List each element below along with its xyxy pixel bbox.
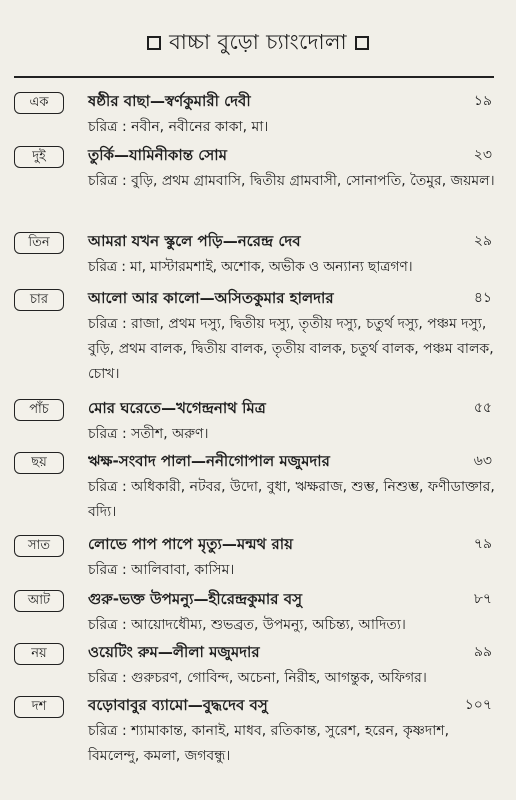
entry-title: আমরা যখন স্কুলে পড়ি—নরেন্দ্র দেব [88, 232, 301, 250]
entry-title: ঋক্ষ-সংবাদ পালা—ননীগোপাল মজুমদার [88, 452, 330, 470]
entry-number-badge: তিন [14, 232, 64, 254]
entry-number-badge: ছয় [14, 452, 64, 474]
entry-page-number: ৫৫ [473, 400, 492, 416]
entry-number-badge: এক [14, 92, 64, 114]
entry-characters: চরিত্র : আয়োদধৌম্য, শুভব্রত, উপমন্যু, অচিন্ত্য, আদিত্য। [88, 617, 406, 633]
entry-number-badge: দুই [14, 146, 64, 168]
header-divider [14, 76, 494, 78]
entry-number-badge: পাঁচ [14, 399, 64, 421]
entry-page-number: ৯৯ [473, 644, 492, 660]
entry-page-number: ৮৭ [473, 591, 492, 607]
square-ornament-icon [147, 36, 161, 50]
entry-title: আলো আর কালো—অসিতকুমার হালদার [88, 289, 334, 307]
entry-title: তুর্কি—যামিনীকান্ত সোম [88, 146, 227, 164]
entry-title: লোভে পাপ পাপে মৃত্যু—মন্মথ রায় [88, 535, 293, 553]
entry-characters: চরিত্র : গুরুচরণ, গোবিন্দ, অচেনা, নিরীহ, আগন্তুক, অফিগর। [88, 670, 427, 686]
entry-characters: চরিত্র : রাজা, প্রথম দস্যু, দ্বিতীয় দস্যু, তৃতীয় দস্যু, চতুর্থ দস্যু, পঞ্চম দস্যু, বুড়ি, প্রথম বালক, দ্বিতীয় বালক, তৃতীয় বালক, চতুর্থ বালক, পঞ্চম বালক, চোখ। [88, 316, 494, 382]
contents-header [0, 28, 516, 56]
entry-title: মোর ঘরেতে—খগেন্দ্রনাথ মিত্র [88, 399, 266, 417]
entry-page-number: ২৩ [473, 147, 492, 163]
entry-characters: চরিত্র : আলিবাবা, কাসিম। [88, 562, 235, 578]
entry-characters: চরিত্র : অধিকারী, নটবর, উদো, বুধা, ঋক্ষরাজ, শুম্ভ, নিশুম্ভ, ফণীডাক্তার, বদ্যি। [88, 479, 495, 520]
entry-characters: চরিত্র : সতীশ, অরুণ। [88, 426, 209, 442]
entry-number-badge: দশ [14, 696, 64, 718]
entry-page-number: ৬৩ [473, 453, 492, 469]
entry-characters: চরিত্র : শ্যামাকান্ত, কানাই, মাধব, রতিকান্ত, সুরেশ, হরেন, কৃষ্ণদাশ, বিমলেন্দু, কমলা, জগবন্ধু। [88, 723, 450, 764]
book-title: বাচ্চা বুড়ো চ্যাংদোলা [169, 30, 347, 54]
entry-title: ষষ্ঠীর বাছা—স্বর্ণকুমারী দেবী [88, 92, 251, 110]
entry-page-number: ২৯ [473, 233, 492, 249]
entry-number-badge: আট [14, 590, 64, 612]
entry-title: গুরু-ভক্ত উপমন্যু—হীরেন্দ্রকুমার বসু [88, 590, 302, 608]
entry-page-number: ১৯ [473, 93, 492, 109]
entry-number-badge: নয় [14, 643, 64, 665]
entry-number-badge: চার [14, 289, 64, 311]
entry-characters: চরিত্র : নবীন, নবীনের কাকা, মা। [88, 119, 269, 135]
entry-title: ওয়েটিং রুম—লীলা মজুমদার [88, 643, 260, 661]
square-ornament-icon [355, 36, 369, 50]
entry-page-number: ৪১ [473, 290, 492, 306]
entry-page-number: ৭৯ [473, 536, 492, 552]
entry-characters: চরিত্র : মা, মাস্টারমশাই, অশোক, অভীক ও অন্যান্য ছাত্রগণ। [88, 259, 413, 275]
entry-page-number: ১০৭ [464, 697, 492, 713]
entry-characters: চরিত্র : বুড়ি, প্রথম গ্রামবাসি, দ্বিতীয় গ্রামবাসী, সোনাপতি, তৈমুর, জয়মল। [88, 173, 495, 189]
entry-number-badge: সাত [14, 535, 64, 557]
entry-title: বড়োবাবুর ব্যামো—বুদ্ধদেব বসু [88, 696, 268, 714]
